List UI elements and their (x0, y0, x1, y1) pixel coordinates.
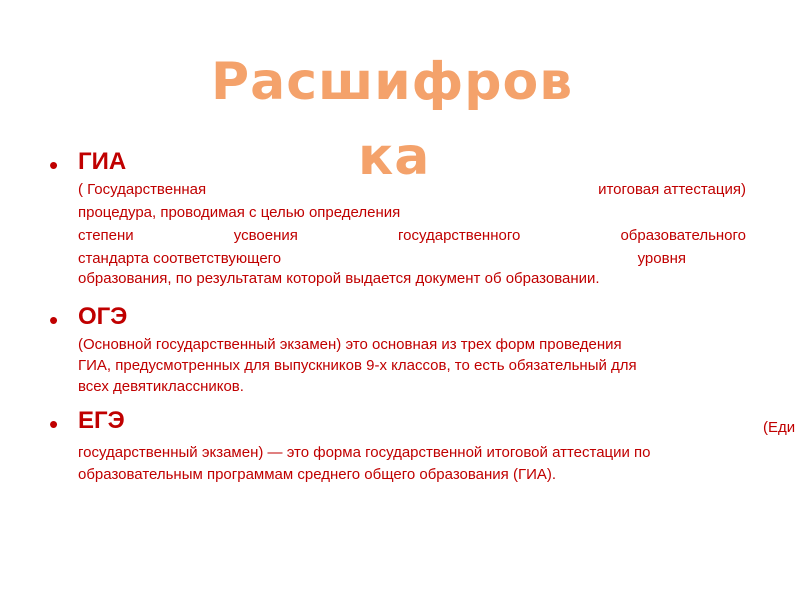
definition-line: всех девятиклассников. (78, 378, 244, 395)
slide-title-line-2: ка (358, 127, 431, 187)
definition-line (78, 249, 686, 269)
bullet-icon: • (49, 150, 59, 180)
definition-word: итоговая аттестация) (598, 181, 746, 198)
bullet-icon: • (49, 305, 59, 335)
definition-word: уровня (637, 250, 686, 267)
definition-line: (Еди (763, 419, 796, 436)
definition-word: степени (78, 227, 134, 244)
term-heading-oge: ОГЭ (78, 303, 128, 330)
definition-line: ГИА, предусмотренных для выпускников 9-х классов, то есть обязательный для (78, 357, 637, 374)
definition-line: процедура, проводимая с целью определения (78, 204, 401, 221)
slide-title-line-1: Расшифров (211, 52, 574, 112)
definition-line: образовательным программам среднего общего образования (ГИА). (78, 466, 557, 483)
definition-word: стандарта соответствующего (78, 250, 282, 267)
definition-word: образовательного (620, 227, 746, 244)
term-heading-gia: ГИА (78, 148, 127, 175)
definition-word: усвоения (233, 227, 298, 244)
definition-word: государственного (398, 227, 521, 244)
definition-line: образования, по результатам которой выдается документ об образовании. (78, 270, 600, 287)
definition-word: ( Государственная (78, 181, 207, 198)
definition-line (78, 226, 746, 246)
term-heading-ege: ЕГЭ (78, 407, 125, 434)
definition-line: государственный экзамен) — это форма государственной итоговой аттестации по (78, 444, 651, 461)
bullet-icon: • (49, 409, 59, 439)
definition-line (78, 180, 746, 200)
definition-line: (Основной государственный экзамен) это основная из трех форм проведения (78, 336, 622, 353)
